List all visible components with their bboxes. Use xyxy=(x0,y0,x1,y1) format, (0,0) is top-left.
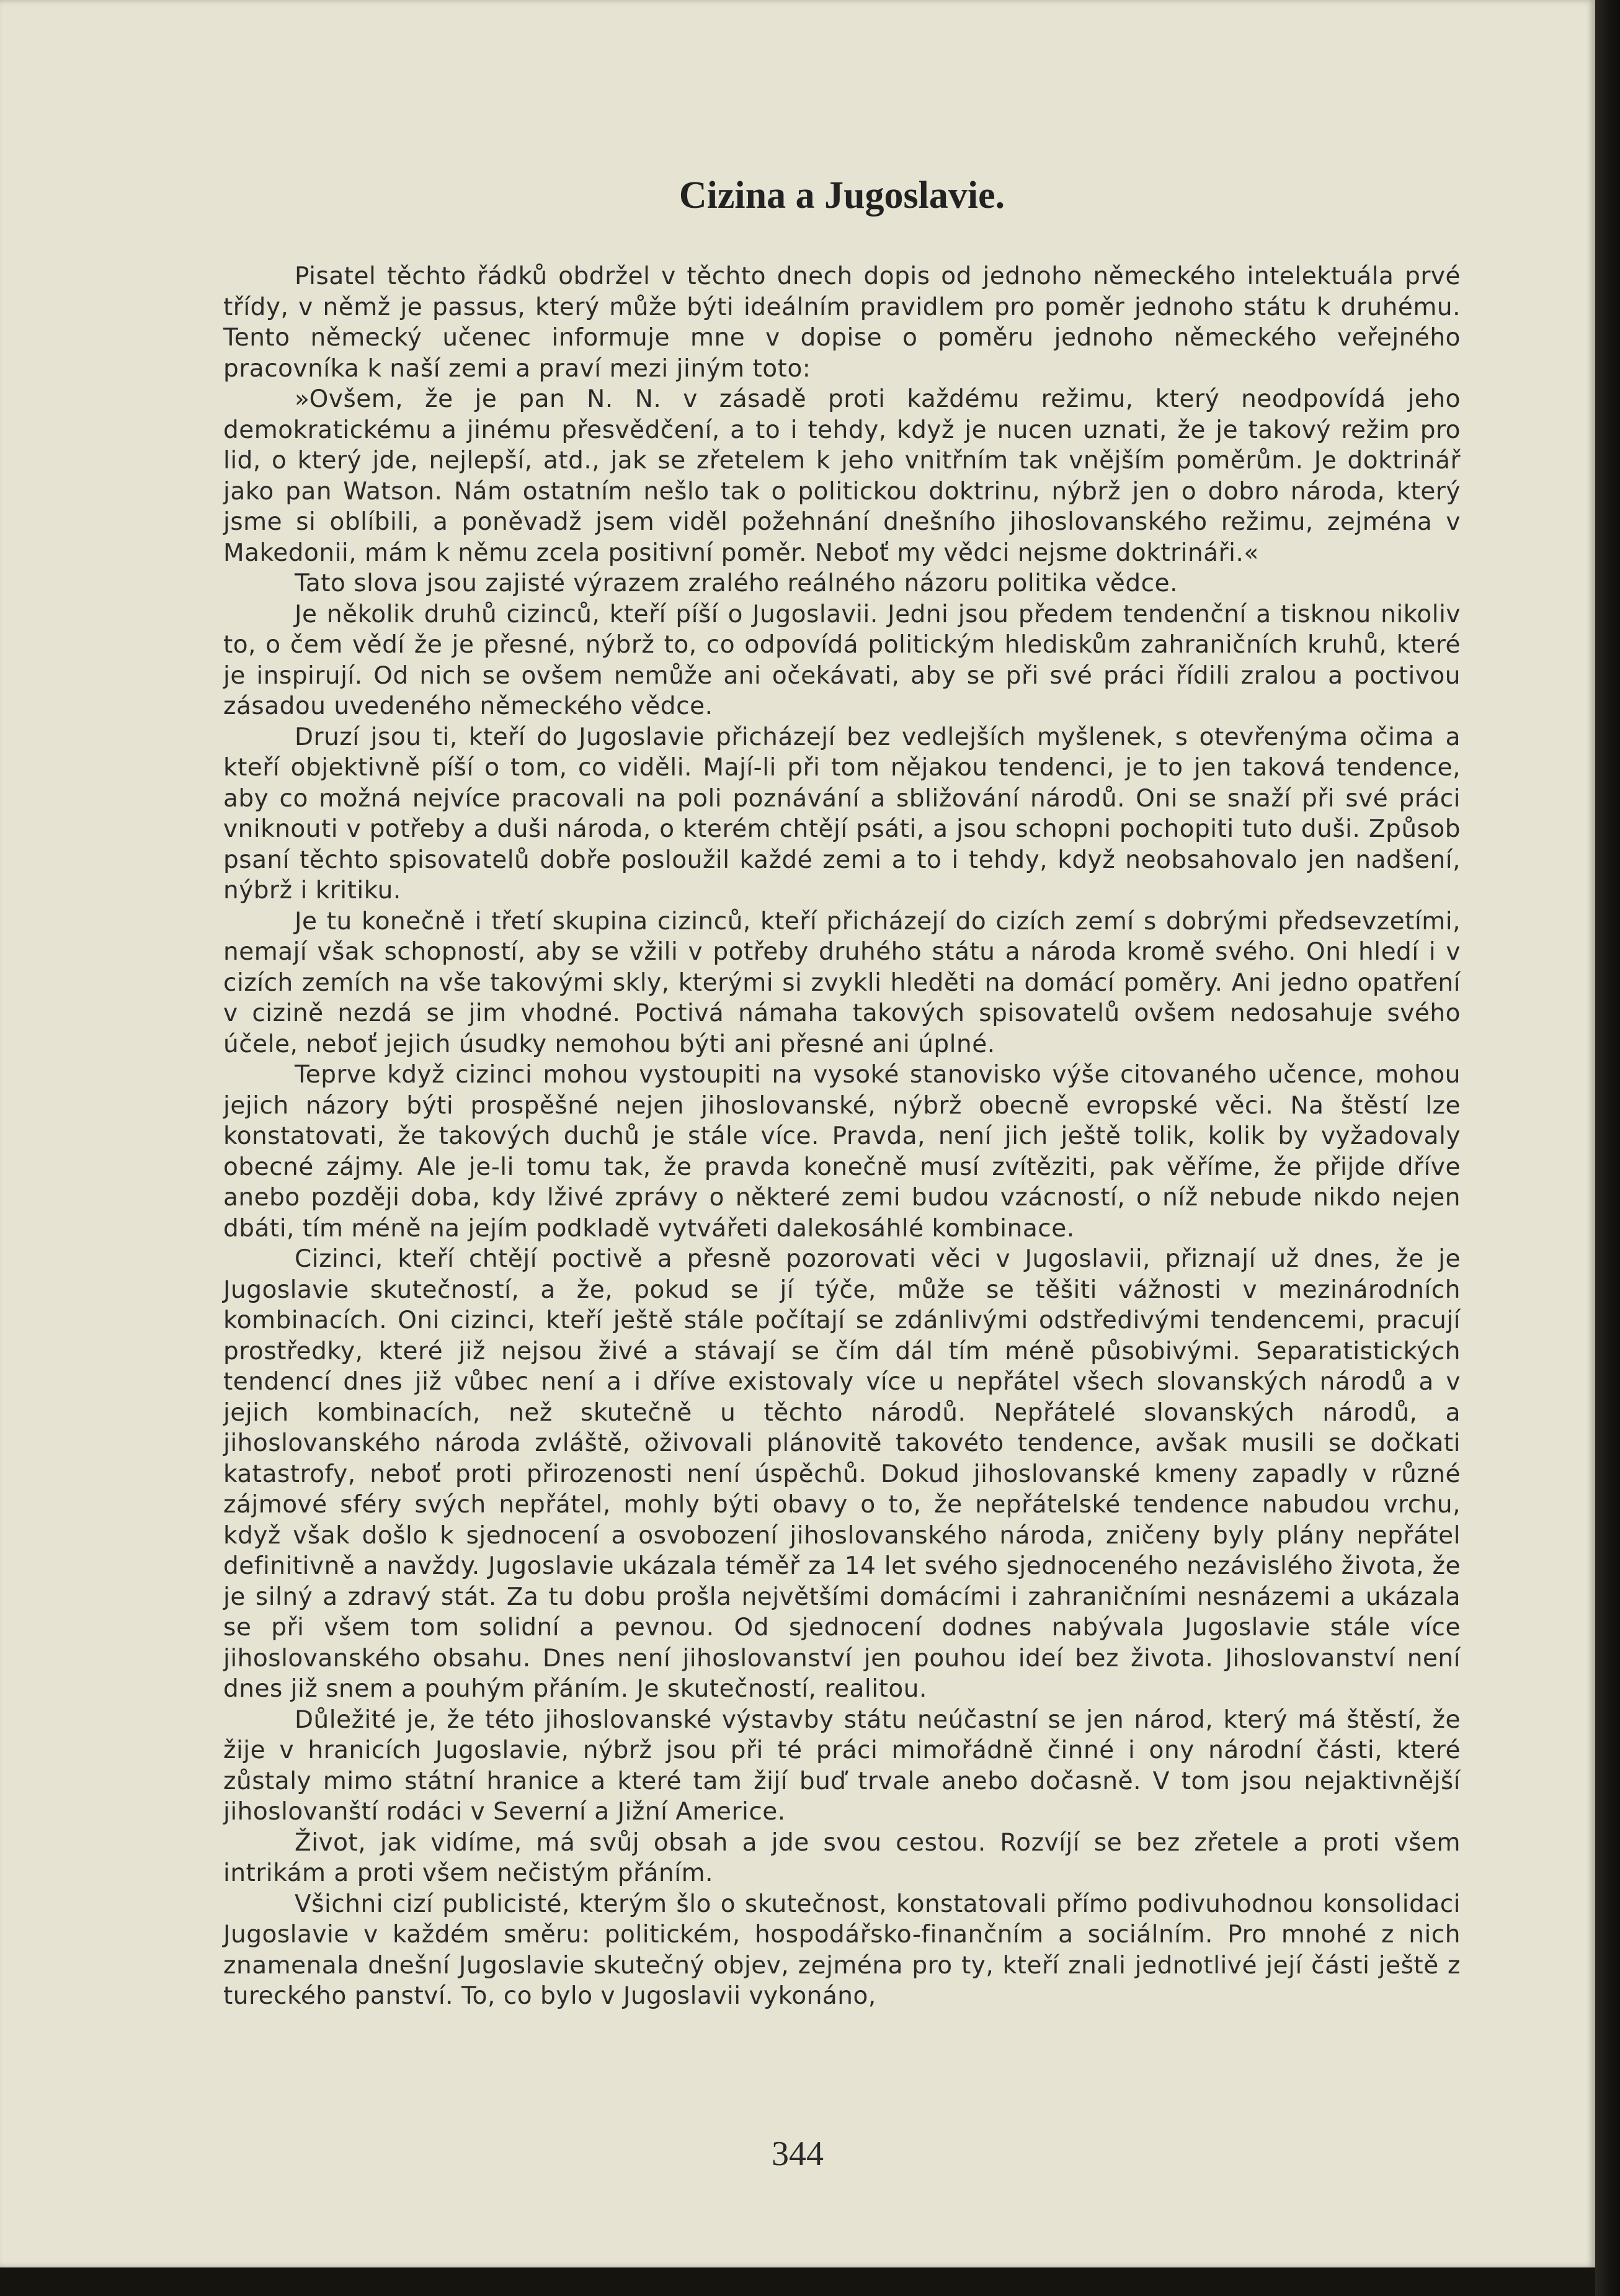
paragraph: Život, jak vidíme, má svůj obsah a jde svou cestou. Rozvíjí se bez zřetele a proti všem intrikám a proti všem nečistým přáním. xyxy=(223,1828,1461,1887)
page-bottom-shadow xyxy=(0,2267,1595,2296)
book-edge xyxy=(1595,0,1620,2296)
quote-paragraph: »Ovšem, že je pan N. N. v zásadě proti každému režimu, který neodpovídá jeho demokratickému a jinému přesvědčení, a to i tehdy, když je nucen uznati, že je takový režim pro lid, o který jde, nejlepší, atd., jak se zřetelem k jeho vnitřním tak vnějším poměrům. Je doktrinář jako pan Watson. Nám ostatním nešlo tak o politickou doktrinu, nýbrž jen o dobro národa, který jsme si oblíbili, a poněvadž jsem viděl požehnání dnešního jihoslovanského režimu, zejména v Makedonii, mám k němu zcela positivní poměr. Neboť my vědci nejsme doktrináři.« xyxy=(223,385,1461,567)
paragraph: Druzí jsou ti, kteří do Jugoslavie přicházejí bez vedlejších myšlenek, s otevřenýma očima a kteří objektivně píší o tom, co viděli. Mají-li při tom nějakou tendenci, je to jen taková tendence, aby co možná nejvíce pracovali na poli poznávání a sbližování národů. Oni se snaží při své práci vniknouti v potřeby a duši národa, o kterém chtějí psáti, a jsou schopni pochopiti tuto duši. Způsob psaní těchto spisovatelů dobře posloužil každé zemi a to i tehdy, když neobsahovalo jen nadšení, nýbrž i kritiku. xyxy=(223,723,1461,905)
paragraph: Pisatel těchto řádků obdržel v těchto dnech dopis od jednoho německého intelektuála prvé třídy, v němž je passus, který může býti ideálním pravidlem pro poměr jednoho státu k druhému. Tento německý učenec informuje mne v dopise o poměru jednoho německého veřejného pracovníka k naší zemi a praví mezi jiným toto: xyxy=(223,262,1461,383)
paragraph: Důležité je, že této jihoslovanské výstavby státu neúčastní se jen národ, který má štěstí, že žije v hranicích Jugoslavie, nýbrž jsou při té práci mimořádně činné i ony národní části, které zůstaly mimo státní hranice a které tam žijí buď trvale anebo dočasně. V tom jsou nejaktivnější jihoslovanští rodáci v Severní a Jižní Americe. xyxy=(223,1705,1461,1826)
paragraph: Tato slova jsou zajisté výrazem zralého reálného názoru politika vědce. xyxy=(295,570,1178,597)
paragraph: Cizinci, kteří chtějí poctivě a přesně pozorovati věci v Jugoslavii, přiznají už dnes, že je Jugoslavie skutečností, a že, pokud se jí týče, může se těšiti vážnosti v mezinárodních kombinacích. Oni cizinci, kteří ještě stále počítají se zdánlivými odstředivými tendencemi, pracují prostředky, které již nejsou živé a stávají se čím dál tím méně působivými. Separatistických tendencí dnes již vůbec není a i dříve existovaly více u nepřátel všech slovanských národů a v jejich kombinacích, než skutečně u těchto národů. Nepřátelé slovanských národů, a jihoslovanského národa zvláště, oživovali plánovitě takovéto tendence, avšak musili se dočkati katastrofy, neboť proti přirozenosti není úspěchů. Dokud jihoslovanské kmeny zapadly v různé zájmové sféry svých nepřátel, mohly býti obavy o to, že nepřátelské tendence nabudou vrchu, když však došlo k sjednocení a osvobození jihoslovanského národa, zničeny byly plány nepřátel definitivně a navždy. Jugoslavie ukázala téměř za 14 let svého sjednoceného nezávislého života, že je silný a zdravý stát. Za tu dobu prošla největšími domácími i zahraničními nesnázemi a ukázala se při všem tom solidní a pevnou. Od sjednocení dodnes nabývala Jugoslavie stále více jihoslovanského obsahu. Dnes není jihoslovanství jen pouhou ideí bez života. Jihoslovanství není dnes již snem a pouhým přáním. Je skutečností, realitou. xyxy=(223,1245,1461,1703)
article-title: Cizina a Jugoslavie. xyxy=(679,174,1005,217)
article-body xyxy=(223,261,1461,2012)
paragraph: Je několik druhů cizinců, kteří píší o Jugoslavii. Jedni jsou předem tendenční a tisknou nikoliv to, o čem vědí že je přesné, nýbrž to, co odpovídá politickým hlediskům zahraničních kruhů, které je inspirují. Od nich se ovšem nemůže ani očekávati, aby se při své práci řídili zralou a poctivou zásadou uvedeného německého vědce. xyxy=(223,600,1461,720)
paragraph: Teprve když cizinci mohou vystoupiti na vysoké stanovisko výše citovaného učence, mohou jejich názory býti prospěšné nejen jihoslovanské, nýbrž obecně evropské věci. Na štěstí lze konstatovati, že takových duchů je stále více. Pravda, není jich ještě tolik, kolik by vyžadovaly obecné zájmy. Ale je-li tomu tak, že pravda konečně musí zvítěziti, pak věříme, že přijde dříve anebo později doba, kdy lživé zprávy o některé zemi budou vzácností, o níž nebude nikdo nejen dbáti, tím méně na jejím podkladě vytvářeti dalekosáhlé kombinace. xyxy=(223,1061,1461,1243)
paragraph: Je tu konečně i třetí skupina cizinců, kteří přicházejí do cizích zemí s dobrými předsevzetími, nemají však schopností, aby se vžili v potřeby druhého státu a národa kromě svého. Oni hledí i v cizích zemích na vše takovými skly, kterými si zvykli hleděti na domácí poměry. Ani jedno opatření v cizině nezdá se jim vhodné. Poctivá námaha takových spisovatelů ovšem nedosahuje svého účele, neboť jejich úsudky nemohou býti ani přesné ani úplné. xyxy=(223,907,1461,1058)
page-number: 344 xyxy=(772,2135,824,2173)
page-content xyxy=(223,174,1461,2012)
paragraph: Všichni cizí publicisté, kterým šlo o skutečnost, konstatovali přímo podivuhodnou konsolidaci Jugoslavie v každém směru: politickém, hospodářsko-finančním a sociálním. Pro mnohé z nich znamenala dnešní Jugoslavie skutečný objev, zejména pro ty, kteří znali jednotlivé její části ještě z tureckého panství. To, co bylo v Jugoslavii vykonáno, xyxy=(223,1890,1461,2010)
